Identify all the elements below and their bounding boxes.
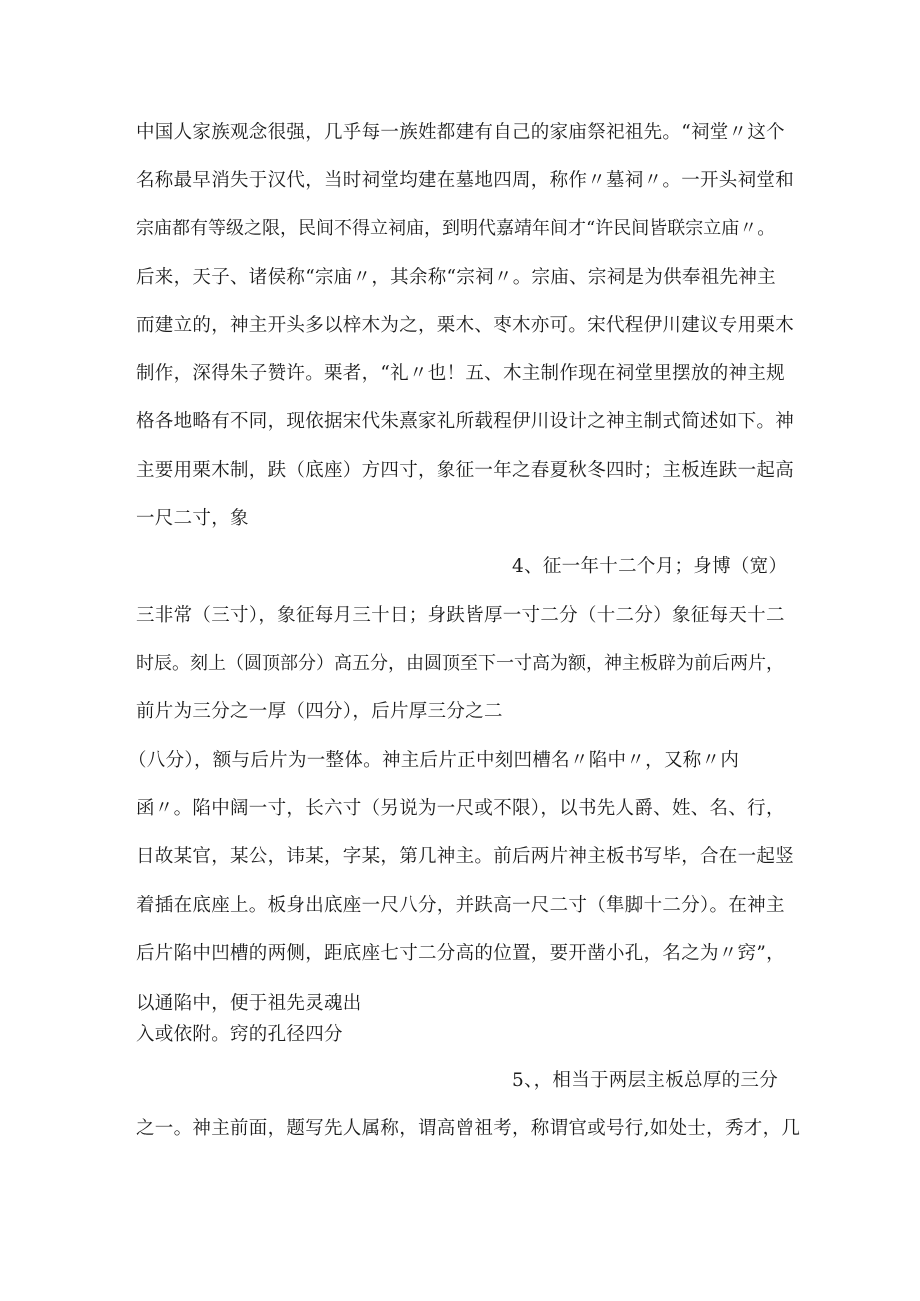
- text-line: 后片陷中凹槽的两侧，距底座七寸二分高的位置，要开凿小孔，名之为〃窍”，: [136, 943, 785, 964]
- text-line: 一尺二寸，象: [136, 508, 249, 529]
- text-line: 前片为三分之一厚（四分），后片厚三分之二: [136, 701, 503, 722]
- text-line: 三非常（三寸），象征每月三十日；身趺皆厚一寸二分（十二分）象征每天十二: [136, 605, 785, 626]
- text-line: 日故某官，某公，讳某，字某，第几神主。前后两片神主板书写毕，合在一起竖: [136, 846, 795, 867]
- text-line: 中国人家族观念很强，几乎每一族姓都建有自己的家庙祭祀祖先。“祠堂〃这个: [136, 122, 785, 143]
- text-line: 以通陷中，便于祖先灵魂出: [136, 993, 362, 1014]
- section-heading: 5、，相当于两层主板总厚的三分: [512, 1070, 779, 1091]
- text-line: 之一。神主前面，题写先人属称，谓高曾祖考，称谓官或号行,如处士，秀才，几: [136, 1118, 801, 1139]
- section-heading: 4、征一年十二个月；身博（宽）: [512, 556, 788, 577]
- text-line: 后来，天子、诸侯称“宗庙〃，其余称“宗祠〃。宗庙、宗祠是为供奉祖先神主: [136, 267, 776, 288]
- text-line: 名称最早消失于汉代，当时祠堂均建在墓地四周，称作〃墓祠〃。一开头祠堂和: [136, 170, 795, 191]
- text-line: 函〃。陷中阔一寸，长六寸（另说为一尺或不限），以书先人爵、姓、名、行，: [136, 798, 785, 819]
- text-line: 主要用栗木制，趺（底座）方四寸，象征一年之春夏秋冬四时；主板连趺一起高: [136, 460, 795, 481]
- text-line: 着插在底座上。板身出底座一尺八分，并趺高一尺二寸（隼脚十二分）。在神主: [136, 895, 785, 916]
- text-line: （八分），额与后片为一整体。神主后片正中刻凹槽名〃陷中〃，又称〃内: [128, 750, 740, 771]
- text-line: 而建立的，神主开头多以梓木为之，栗木、枣木亦可。宋代程伊川建议专用栗木: [136, 315, 795, 336]
- text-line: 入或依附。窍的孔径四分: [136, 1024, 343, 1045]
- text-line: 格各地略有不同，现依据宋代朱熹家礼所载程伊川设计之神主制式简述如下。神: [136, 411, 795, 432]
- text-line: 宗庙都有等级之限，民间不得立祠庙，到明代嘉靖年间才“许民间皆联宗立庙〃。: [136, 218, 776, 239]
- text-line: 制作，深得朱子赞许。栗者，“礼〃也！五、木主制作现在祠堂里摆放的神主规: [136, 363, 785, 384]
- text-line: 时辰。刻上（圆顶部分）高五分，由圆顶至下一寸高为额，神主板辟为前后两片，: [136, 653, 784, 674]
